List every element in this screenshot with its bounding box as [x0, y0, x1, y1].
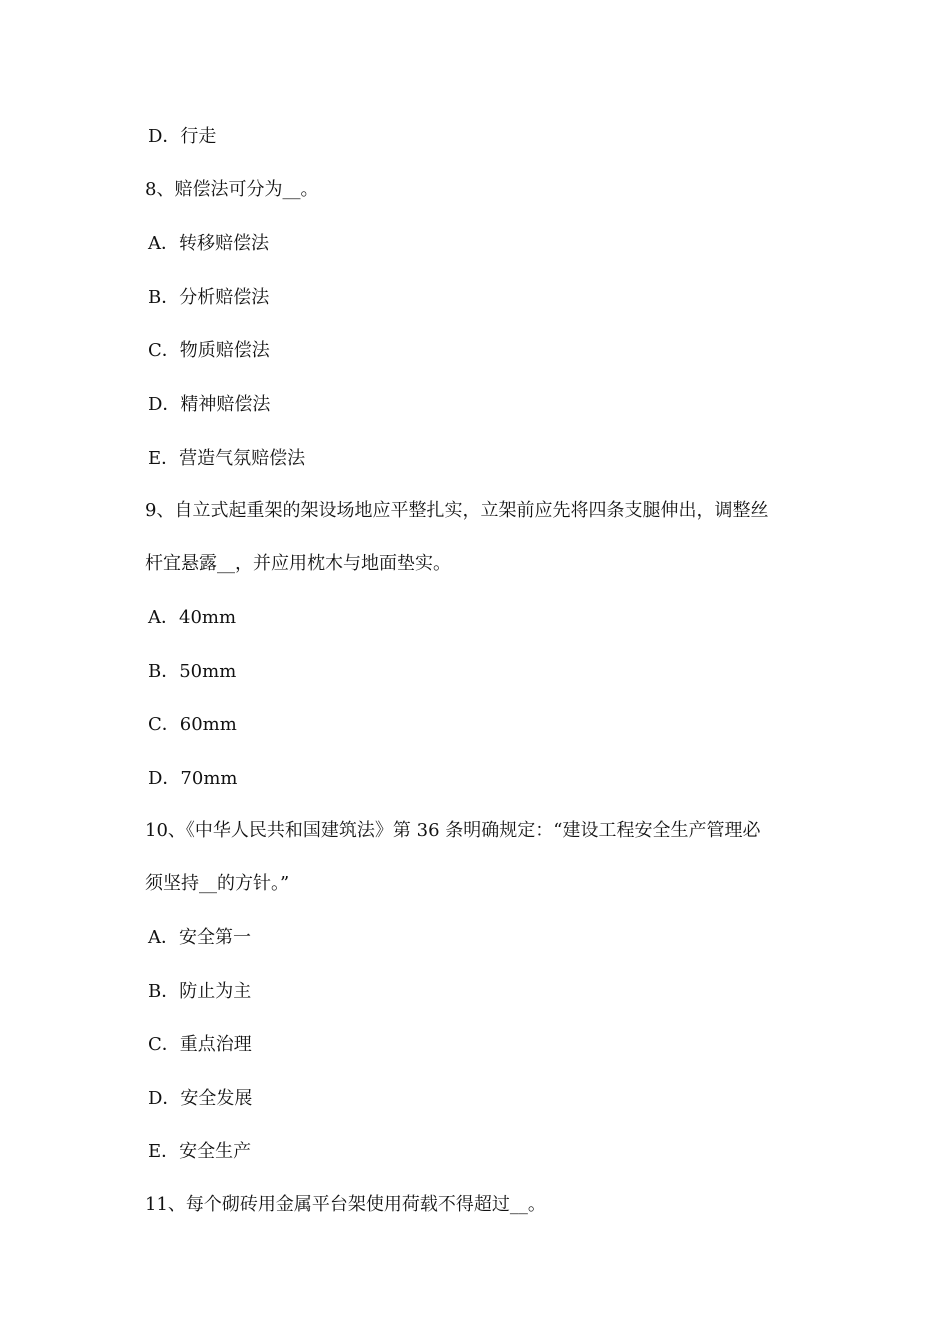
question-9-line-2: 杆宜悬露__，并应用枕木与地面垫实。 [145, 553, 451, 574]
question-10-line-1: 10、《中华人民共和国建筑法》第 36 条明确规定：“建设工程安全生产管理必 [145, 820, 761, 841]
option-9d: D．70mm [148, 768, 238, 789]
option-8e: E．营造气氛赔偿法 [148, 448, 306, 469]
option-10a: A．安全第一 [148, 927, 251, 948]
option-7d: D．行走 [148, 126, 217, 147]
option-9b: B．50mm [148, 661, 237, 682]
question-10-line-2: 须坚持__的方针。” [145, 873, 290, 894]
option-10d: D．安全发展 [148, 1088, 253, 1109]
question-8: 8、赔偿法可分为__。 [145, 179, 319, 200]
option-8d: D．精神赔偿法 [148, 394, 271, 415]
option-8b: B．分析赔偿法 [148, 287, 270, 308]
option-9a: A．40mm [148, 607, 237, 628]
option-8a: A．转移赔偿法 [148, 233, 269, 254]
option-8c: C．物质赔偿法 [148, 340, 270, 361]
question-11: 11、每个砌砖用金属平台架使用荷载不得超过__。 [145, 1194, 546, 1215]
question-9-line-1: 9、自立式起重架的架设场地应平整扎实，立架前应先将四条支腿伸出，调整丝 [145, 500, 769, 521]
option-10c: C．重点治理 [148, 1034, 252, 1055]
option-10e: E．安全生产 [148, 1141, 252, 1162]
option-10b: B．防止为主 [148, 981, 252, 1002]
option-9c: C．60mm [148, 714, 237, 735]
